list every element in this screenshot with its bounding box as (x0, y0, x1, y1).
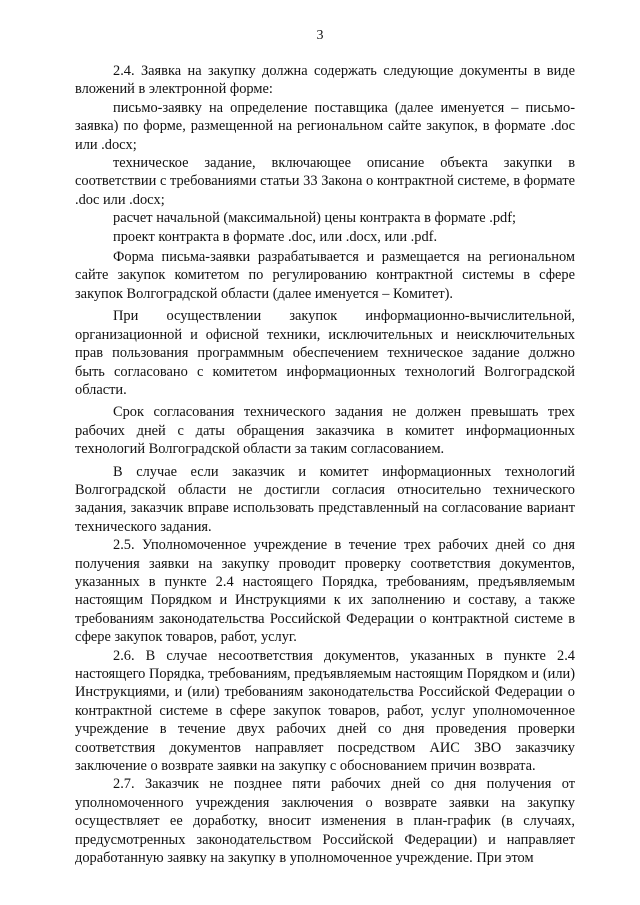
paragraph-no-agreement: В случае если заказчик и комитет информационных технологий Волгоградской области не достигли согласия относительно технического задания, заказчик вправе использовать представленный на согласование вариант технического задания. (75, 463, 575, 535)
paragraph-letter-form: Форма письма-заявки разрабатывается и размещается на региональном сайте закупок комитетом по регулированию контрактной системы в сфере закупок Волгоградской области (далее именуется – Комитет). (75, 249, 575, 302)
page-number: 3 (316, 28, 324, 43)
list-item-price-calculation: расчет начальной (максимальной) цены контракта в формате .pdf; (113, 210, 517, 227)
paragraph-it-procurement: При осуществлении закупок информационно-вычислительной, организационной и офисной техники, исключительных и неисключительных прав пользования программным обеспечением техническое задание должно быть согласовано с комитетом информационных технологий Волгоградской области. (75, 308, 575, 398)
list-item-technical-task: техническое задание, включающее описание объекта закупки в соответствии с требованиями статьи 33 Закона о контрактной системе, в формате .doc или .docx; (75, 155, 575, 208)
paragraph-2-5: 2.5. Уполномоченное учреждение в течение трех рабочих дней со дня получения заявки на закупку проводит проверку соответствия документов, указанных в пункте 2.4 настоящего Порядка, требованиям, предъявляемым настоящим Порядком и Инструкциями к их заполнению и составу, а также требованиям законодательства Российской Федерации о контрактной системе в сфере закупок товаров, работ, услуг. (75, 537, 575, 646)
paragraph-2-4: 2.4. Заявка на закупку должна содержать следующие документы в виде вложений в электронной форме: (75, 63, 575, 98)
paragraph-approval-term: Срок согласования технического задания не должен превышать трех рабочих дней с даты обращения заказчика в комитет информационных технологий Волгоградской области за таким согласованием. (75, 404, 575, 458)
paragraph-2-7: 2.7. Заказчик не позднее пяти рабочих дней со дня получения от уполномоченного учреждения заключения о возврате заявки на закупку осуществляет ее доработку, вносит изменения в план-график (в случаях, предусмотренных законодательством Российской Федерации) и направляет доработанную заявку на закупку в уполномоченное учреждение. При этом (75, 776, 575, 867)
list-item-contract-draft: проект контракта в формате .doc, или .docx, или .pdf. (113, 228, 438, 245)
document-body (75, 62, 575, 867)
list-item-letter-request: письмо-заявку на определение поставщика (далее именуется – письмо-заявка) по форме, размещенной на региональном сайте закупок, в формате .doc или .docx; (75, 99, 575, 153)
paragraph-2-6: 2.6. В случае несоответствия документов, указанных в пункте 2.4 настоящего Порядка, требованиям, предъявляемым настоящим Порядком и (или) Инструкциями, и (или) требованиям законодательства Российской Федерации о контрактной системе в сфере закупок товаров, работ, услуг уполномоченное учреждение в течение двух рабочих дней со дня проведения проверки соответствия документов направляет посредством АИС ЗВО заказчику заключение о возврате заявки на закупку с обоснованием причин возврата. (75, 647, 575, 775)
